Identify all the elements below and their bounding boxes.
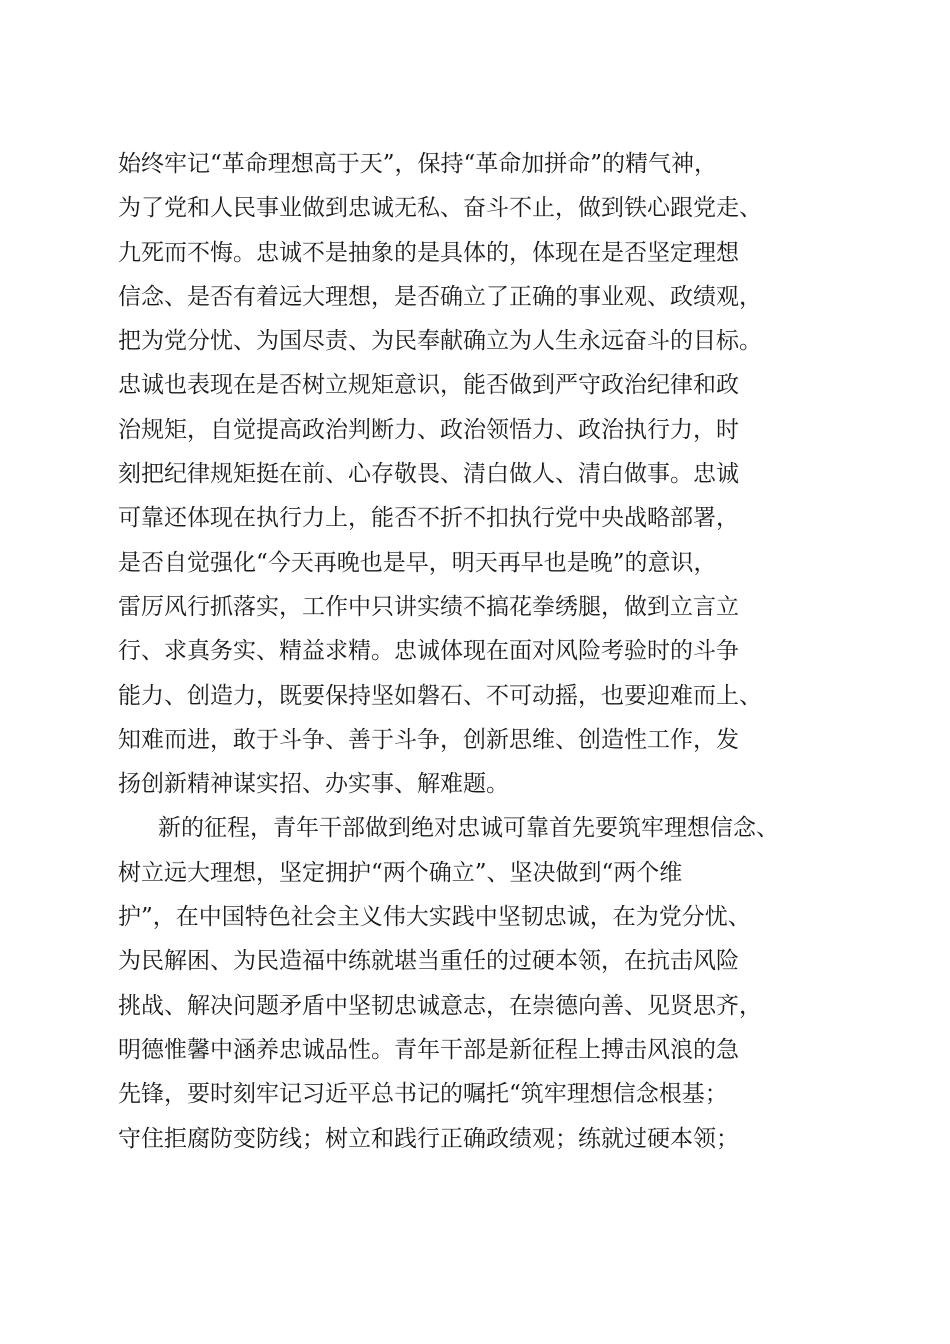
paragraph-line: 守住拒腐防变防线；树立和践行正确政绩观；练就过硬本领； [118, 1125, 739, 1152]
paragraph-line: 知难而进，敢于斗争、善于斗争，创新思维、创造性工作，发 [118, 726, 739, 753]
paragraph-line: 可靠还体现在执行力上，能否不折不扣执行党中央战略部署， [118, 505, 739, 532]
paragraph-line: 始终牢记“革命理想高于天”，保持“革命加拼命”的精气神， [118, 151, 718, 177]
paragraph-line: 先锋，要时刻牢记习近平总书记的嘱托“筑牢理想信念根基； [118, 1081, 728, 1108]
paragraph-line: 九死而不悔。忠诚不是抽象的是具体的，体现在是否坚定理想 [118, 239, 739, 266]
paragraph-line: 能力、创造力，既要保持坚如磐石、不可动摇，也要迎难而上、 [118, 682, 762, 709]
paragraph-line: 治规矩，自觉提高政治判断力、政治领悟力、政治执行力，时 [118, 416, 739, 443]
paragraph-2 [118, 806, 848, 1160]
paragraph-line: 行、求真务实、精益求精。忠诚体现在面对风险考验时的斗争 [118, 638, 739, 665]
paragraph-line: 刻把纪律规矩挺在前、心存敬畏、清白做人、清白做事。忠诚 [118, 461, 739, 488]
paragraph-line: 雷厉风行抓落实，工作中只讲实绩不搞花拳绣腿，做到立言立 [118, 593, 739, 620]
paragraph-line: 忠诚也表现在是否树立规矩意识，能否做到严守政治纪律和政 [118, 372, 739, 399]
document-body [118, 142, 848, 1161]
paragraph-line: 树立远大理想，坚定拥护“两个确立”、坚决做到“两个维 [118, 859, 683, 886]
paragraph-line: 为了党和人民事业做到忠诚无私、奋斗不止，做到铁心跟党走、 [118, 195, 762, 222]
paragraph-line: 是否自觉强化“今天再晚也是早，明天再早也是晚”的意识， [118, 549, 717, 576]
paragraph-line: 护”，在中国特色社会主义伟大实践中坚韧忠诚，在为党分忧、 [118, 904, 751, 931]
paragraph-line: 明德惟馨中涵养忠诚品性。青年干部是新征程上搏击风浪的急 [118, 1036, 739, 1063]
paragraph-line: 扬创新精神谋实招、办实事、解难题。 [118, 771, 509, 798]
paragraph-line: 把为党分忧、为国尽责、为民奉献确立为人生永远奋斗的目标。 [118, 328, 762, 355]
paragraph-line: 信念、是否有着远大理想，是否确立了正确的事业观、政绩观， [118, 283, 762, 310]
paragraph-first-line: 新的征程，青年干部做到绝对忠诚可靠首先要筑牢理想信念、 [158, 815, 779, 842]
paragraph-1 [118, 142, 848, 806]
paragraph-line: 为民解困、为民造福中练就堪当重任的过硬本领，在抗击风险 [118, 948, 739, 975]
paragraph-line: 挑战、解决问题矛盾中坚韧忠诚意志，在崇德向善、见贤思齐， [118, 992, 762, 1019]
